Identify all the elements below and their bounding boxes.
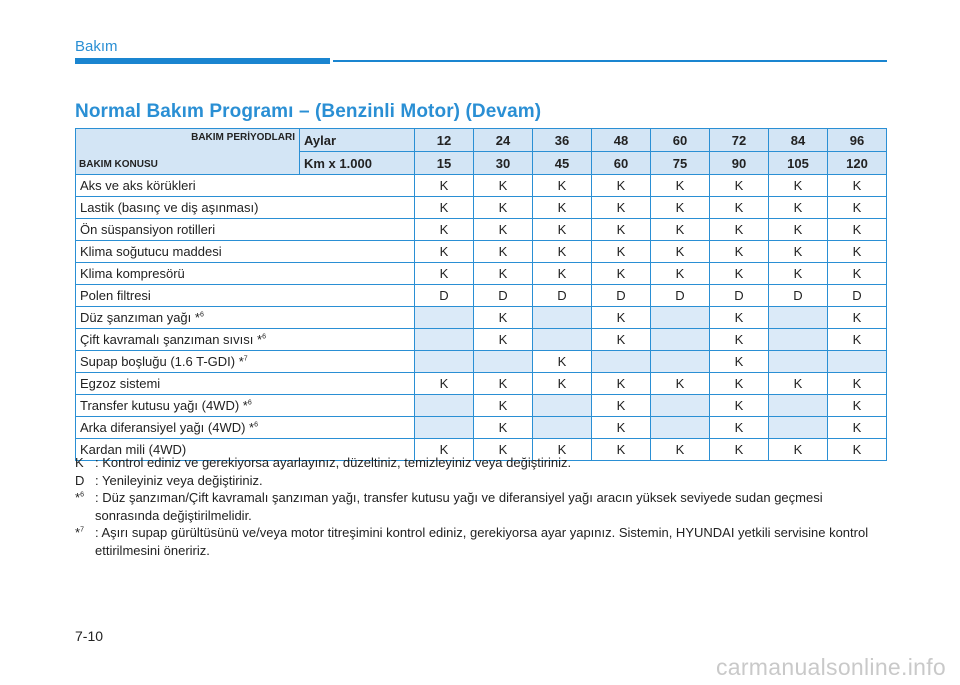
schedule-cell xyxy=(415,329,474,351)
km-label: Km x 1.000 xyxy=(300,152,415,175)
maintenance-item-name xyxy=(76,351,415,373)
schedule-cell: D xyxy=(828,285,887,307)
schedule-cell: K xyxy=(828,197,887,219)
schedule-cell: K xyxy=(710,241,769,263)
schedule-cell: K xyxy=(710,351,769,373)
schedule-cell: K xyxy=(710,307,769,329)
months-cell: 72 xyxy=(710,129,769,152)
watermark: carmanualsonline.info xyxy=(715,654,946,680)
schedule-cell xyxy=(769,329,828,351)
footnote-ref: 6 xyxy=(254,421,259,429)
schedule-cell: K xyxy=(533,175,592,197)
table-row xyxy=(76,395,887,417)
item-label: Lastik (basınç ve diş aşınması) xyxy=(80,200,259,215)
corner-label-items: BAKIM KONUSU xyxy=(79,159,158,170)
schedule-cell xyxy=(651,329,710,351)
item-label: Düz şanzıman yağı * xyxy=(80,310,200,325)
schedule-cell: K xyxy=(769,439,828,461)
schedule-cell: K xyxy=(592,439,651,461)
schedule-cell: K xyxy=(533,219,592,241)
schedule-cell: K xyxy=(415,241,474,263)
legend-note xyxy=(75,489,890,524)
schedule-cell: K xyxy=(651,439,710,461)
schedule-cell: K xyxy=(769,373,828,395)
schedule-cell: K xyxy=(828,219,887,241)
schedule-cell: K xyxy=(828,439,887,461)
km-cell: 90 xyxy=(710,152,769,175)
maintenance-item-name xyxy=(76,395,415,417)
schedule-cell xyxy=(651,351,710,373)
schedule-cell: D xyxy=(474,285,533,307)
item-label: Egzoz sistemi xyxy=(80,376,161,391)
schedule-cell xyxy=(769,417,828,439)
item-label: Kardan mili (4WD) xyxy=(80,442,187,457)
schedule-cell: K xyxy=(651,175,710,197)
schedule-cell xyxy=(769,395,828,417)
schedule-cell xyxy=(651,395,710,417)
maintenance-item-name xyxy=(76,241,415,263)
schedule-cell: K xyxy=(474,417,533,439)
header-bar-accent xyxy=(75,58,330,64)
months-cell: 84 xyxy=(769,129,828,152)
schedule-cell: K xyxy=(474,395,533,417)
item-label: Ön süspansiyon rotilleri xyxy=(80,222,216,237)
table-row xyxy=(76,373,887,395)
schedule-cell: D xyxy=(592,285,651,307)
table-row xyxy=(76,241,887,263)
km-cell: 60 xyxy=(592,152,651,175)
schedule-cell: K xyxy=(415,175,474,197)
legend-mark xyxy=(75,472,95,490)
months-cell: 48 xyxy=(592,129,651,152)
legend-text: : Aşırı supap gürültüsünü ve/veya motor titreşimini kontrol ediniz, gerekiyorsa ayar yapınız. Sistemin, HYUNDAI yetkili servisine kontrol ettirilmesini öneririz. xyxy=(95,525,869,558)
schedule-cell xyxy=(828,351,887,373)
table-row xyxy=(76,307,887,329)
months-cell: 96 xyxy=(828,129,887,152)
schedule-cell: K xyxy=(769,263,828,285)
table-row xyxy=(76,197,887,219)
schedule-cell: K xyxy=(828,329,887,351)
item-label: Arka diferansiyel yağı (4WD) * xyxy=(80,420,255,435)
schedule-cell: D xyxy=(769,285,828,307)
schedule-cell xyxy=(769,307,828,329)
schedule-cell: K xyxy=(533,197,592,219)
footnote-number: 7 xyxy=(80,526,84,534)
schedule-cell xyxy=(533,417,592,439)
schedule-cell: K xyxy=(710,175,769,197)
footnote-ref: 6 xyxy=(262,333,266,341)
maintenance-item-name xyxy=(76,219,415,241)
schedule-cell: K xyxy=(828,263,887,285)
schedule-cell: D xyxy=(533,285,592,307)
table-row xyxy=(76,417,887,439)
legend-mark xyxy=(75,524,95,559)
table-row xyxy=(76,351,887,373)
schedule-cell: K xyxy=(592,417,651,439)
schedule-cell xyxy=(769,351,828,373)
maintenance-item-name xyxy=(76,417,415,439)
item-label: Klima kompresörü xyxy=(80,266,185,281)
schedule-cell: K xyxy=(474,439,533,461)
legend-note xyxy=(75,524,890,559)
table-row xyxy=(76,263,887,285)
table-row xyxy=(76,329,887,351)
footnote-ref: 7 xyxy=(243,355,248,363)
schedule-cell: K xyxy=(474,197,533,219)
schedule-cell: K xyxy=(474,263,533,285)
km-cell: 15 xyxy=(415,152,474,175)
table-corner-header xyxy=(76,129,300,175)
item-label: Supap boşluğu (1.6 T-GDI) * xyxy=(80,354,244,369)
schedule-cell: K xyxy=(828,307,887,329)
schedule-cell: D xyxy=(710,285,769,307)
schedule-cell: K xyxy=(710,263,769,285)
schedule-cell: K xyxy=(828,417,887,439)
schedule-cell: K xyxy=(828,241,887,263)
item-label: Klima soğutucu maddesi xyxy=(80,244,222,259)
schedule-cell: K xyxy=(651,263,710,285)
schedule-cell: K xyxy=(415,439,474,461)
schedule-cell: K xyxy=(415,219,474,241)
schedule-cell: K xyxy=(769,219,828,241)
schedule-cell: K xyxy=(474,241,533,263)
schedule-cell: K xyxy=(710,329,769,351)
schedule-cell: K xyxy=(710,395,769,417)
schedule-cell: K xyxy=(533,263,592,285)
schedule-cell xyxy=(415,395,474,417)
schedule-cell: K xyxy=(592,241,651,263)
schedule-cell: K xyxy=(474,329,533,351)
item-label: Aks ve aks körükleri xyxy=(80,178,196,193)
legend-mark xyxy=(75,489,95,524)
table-row xyxy=(76,219,887,241)
schedule-cell: K xyxy=(769,241,828,263)
km-cell: 45 xyxy=(533,152,592,175)
schedule-cell: K xyxy=(415,197,474,219)
months-cell: 36 xyxy=(533,129,592,152)
header-bar-line xyxy=(333,60,887,62)
section-label: Bakım xyxy=(75,38,118,55)
schedule-cell: K xyxy=(769,175,828,197)
corner-label-periods: BAKIM PERİYODLARI xyxy=(191,132,295,143)
schedule-cell: K xyxy=(592,329,651,351)
schedule-cell: K xyxy=(710,197,769,219)
legend-note xyxy=(75,472,890,490)
schedule-cell: K xyxy=(533,373,592,395)
item-label: Polen filtresi xyxy=(80,288,151,303)
table-row xyxy=(76,175,887,197)
km-cell: 105 xyxy=(769,152,828,175)
maintenance-item-name xyxy=(76,175,415,197)
legend-mark-symbol: D xyxy=(75,472,85,488)
schedule-cell xyxy=(415,351,474,373)
page-number: 7-10 xyxy=(75,628,104,644)
schedule-cell: K xyxy=(533,241,592,263)
legend-text: : Yenileyiniz veya değiştiriniz. xyxy=(95,472,263,488)
km-cell: 120 xyxy=(828,152,887,175)
maintenance-schedule-table xyxy=(75,128,887,461)
km-cell: 30 xyxy=(474,152,533,175)
schedule-cell: K xyxy=(415,263,474,285)
schedule-cell: K xyxy=(474,373,533,395)
schedule-cell xyxy=(533,329,592,351)
schedule-cell xyxy=(474,351,533,373)
schedule-cell: K xyxy=(592,395,651,417)
schedule-cell xyxy=(651,307,710,329)
km-cell: 75 xyxy=(651,152,710,175)
schedule-cell xyxy=(533,395,592,417)
schedule-cell: K xyxy=(828,175,887,197)
schedule-cell: K xyxy=(592,373,651,395)
schedule-cell: D xyxy=(415,285,474,307)
legend-mark-symbol: * xyxy=(75,525,81,540)
maintenance-item-name xyxy=(76,197,415,219)
header-row-months xyxy=(76,129,887,152)
schedule-cell: K xyxy=(769,197,828,219)
schedule-cell xyxy=(592,351,651,373)
schedule-cell: K xyxy=(710,373,769,395)
maintenance-item-name xyxy=(76,307,415,329)
schedule-cell: K xyxy=(533,439,592,461)
item-label: Transfer kutusu yağı (4WD) * xyxy=(80,398,248,413)
schedule-cell: K xyxy=(474,307,533,329)
footnote-number: 6 xyxy=(80,491,84,499)
schedule-cell: K xyxy=(592,175,651,197)
maintenance-item-name xyxy=(76,285,415,307)
schedule-cell: K xyxy=(651,373,710,395)
schedule-cell: K xyxy=(592,263,651,285)
schedule-cell xyxy=(651,417,710,439)
legend-notes xyxy=(75,454,890,559)
legend-text: : Düz şanzıman/Çift kavramalı şanzıman yağı, transfer kutusu yağı ve diferansiyel yağı aracın yüksek seviyede sudan geçmesi sonrasında değiştirilmelidir. xyxy=(95,490,823,523)
schedule-cell: K xyxy=(651,219,710,241)
schedule-cell: K xyxy=(474,219,533,241)
schedule-cell xyxy=(415,307,474,329)
months-cell: 12 xyxy=(415,129,474,152)
maintenance-item-name xyxy=(76,329,415,351)
item-label: Çift kavramalı şanzıman sıvısı * xyxy=(80,332,263,347)
schedule-cell: K xyxy=(533,351,592,373)
schedule-cell: K xyxy=(415,373,474,395)
legend-note xyxy=(75,454,890,472)
footnote-ref: 6 xyxy=(247,399,252,407)
schedule-cell xyxy=(533,307,592,329)
schedule-cell: K xyxy=(710,439,769,461)
footnote-ref: 6 xyxy=(199,311,204,319)
page-title: Normal Bakım Programı – (Benzinli Motor) (Devam) xyxy=(75,101,542,122)
schedule-cell: K xyxy=(592,219,651,241)
schedule-cell: K xyxy=(710,219,769,241)
months-label: Aylar xyxy=(300,129,415,152)
schedule-cell: K xyxy=(474,175,533,197)
schedule-cell xyxy=(415,417,474,439)
schedule-cell: K xyxy=(592,307,651,329)
maintenance-item-name xyxy=(76,373,415,395)
table-row xyxy=(76,285,887,307)
schedule-cell: K xyxy=(651,241,710,263)
schedule-cell: K xyxy=(592,197,651,219)
legend-mark-symbol: K xyxy=(75,455,84,470)
schedule-cell: K xyxy=(710,417,769,439)
legend-mark xyxy=(75,454,95,472)
maintenance-item-name xyxy=(76,263,415,285)
legend-text: : Kontrol ediniz ve gerekiyorsa ayarlayınız, düzeltiniz, temizleyiniz veya değiştiriniz. xyxy=(95,455,572,470)
months-cell: 24 xyxy=(474,129,533,152)
months-cell: 60 xyxy=(651,129,710,152)
schedule-cell: K xyxy=(651,197,710,219)
schedule-cell: D xyxy=(651,285,710,307)
legend-mark-symbol: * xyxy=(75,490,81,505)
schedule-cell: K xyxy=(828,373,887,395)
schedule-cell: K xyxy=(828,395,887,417)
